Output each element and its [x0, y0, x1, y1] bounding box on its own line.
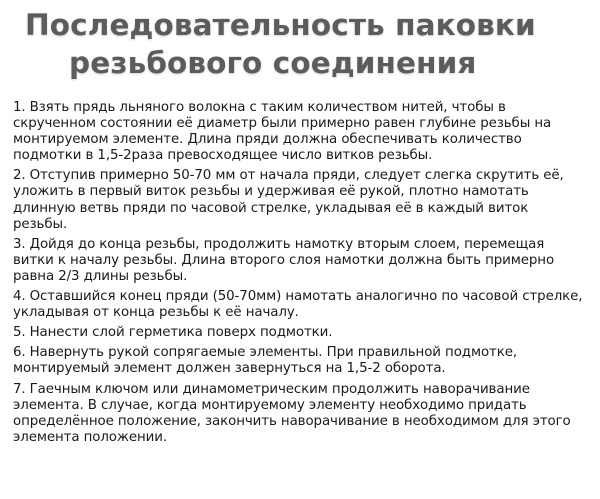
step-number: 7. — [13, 381, 26, 397]
steps-list — [13, 100, 586, 446]
step-1 — [13, 100, 586, 164]
step-7 — [13, 382, 586, 446]
step-number: 2. — [13, 168, 26, 184]
step-5 — [13, 325, 586, 341]
page-title-line-1: Последовательность паковки — [25, 8, 536, 42]
step-number: 4. — [13, 289, 26, 305]
step-number: 3. — [13, 236, 26, 252]
step-text: Оставшийся конец пряди (50-70мм) намотать аналогично по часовой стрелке, укладывая от конца резьбы к её началу. — [13, 289, 583, 321]
step-6 — [13, 345, 586, 377]
step-text: Дойдя до конца резьбы, продолжить намотку вторым слоем, перемещая витки к началу резьбы. Длина второго слоя намотки должна быть примерно равна 2/3 длины резьбы. — [13, 236, 555, 284]
step-2 — [13, 168, 586, 232]
step-4 — [13, 289, 586, 321]
step-number: 6. — [13, 345, 26, 361]
page-title-line-2: резьбового соединения — [69, 46, 477, 80]
step-number: 5. — [13, 325, 26, 341]
step-3 — [13, 237, 586, 285]
step-text: Отступив примерно 50-70 мм от начала пряди, следует слегка скрутить её, уложить в первый виток резьбы и удерживая её рукой, плотно намотать длинную ветвь пряди по часовой стрелке, укладывая её в каждый виток резьбы. — [13, 168, 564, 232]
page-title — [13, 6, 586, 82]
step-number: 1. — [13, 100, 26, 115]
step-text: Навернуть рукой сопрягаемые элементы. При правильной подмотке, монтируемый элемент должен завернуться на 1,5-2 оборота. — [13, 345, 518, 377]
step-text: Взять прядь льняного волокна с таким количеством нитей, чтобы в скрученном состоянии её диаметр были примерно равен глубине резьбы на монтируемом элементе. Длина пряди должна обеспечивать количество подмотки в 1,5-2раза превосходящее число витков резьбы. — [13, 100, 552, 164]
step-text: Гаечным ключом или динамометрическим продолжить наворачивание элемента. В случае, когда монтируемому элементу необходимо придать определённое положение, закончить наворачивание в необходимом для этого элемента положении. — [13, 381, 571, 445]
step-text: Нанести слой герметика поверх подмотки. — [29, 325, 333, 341]
